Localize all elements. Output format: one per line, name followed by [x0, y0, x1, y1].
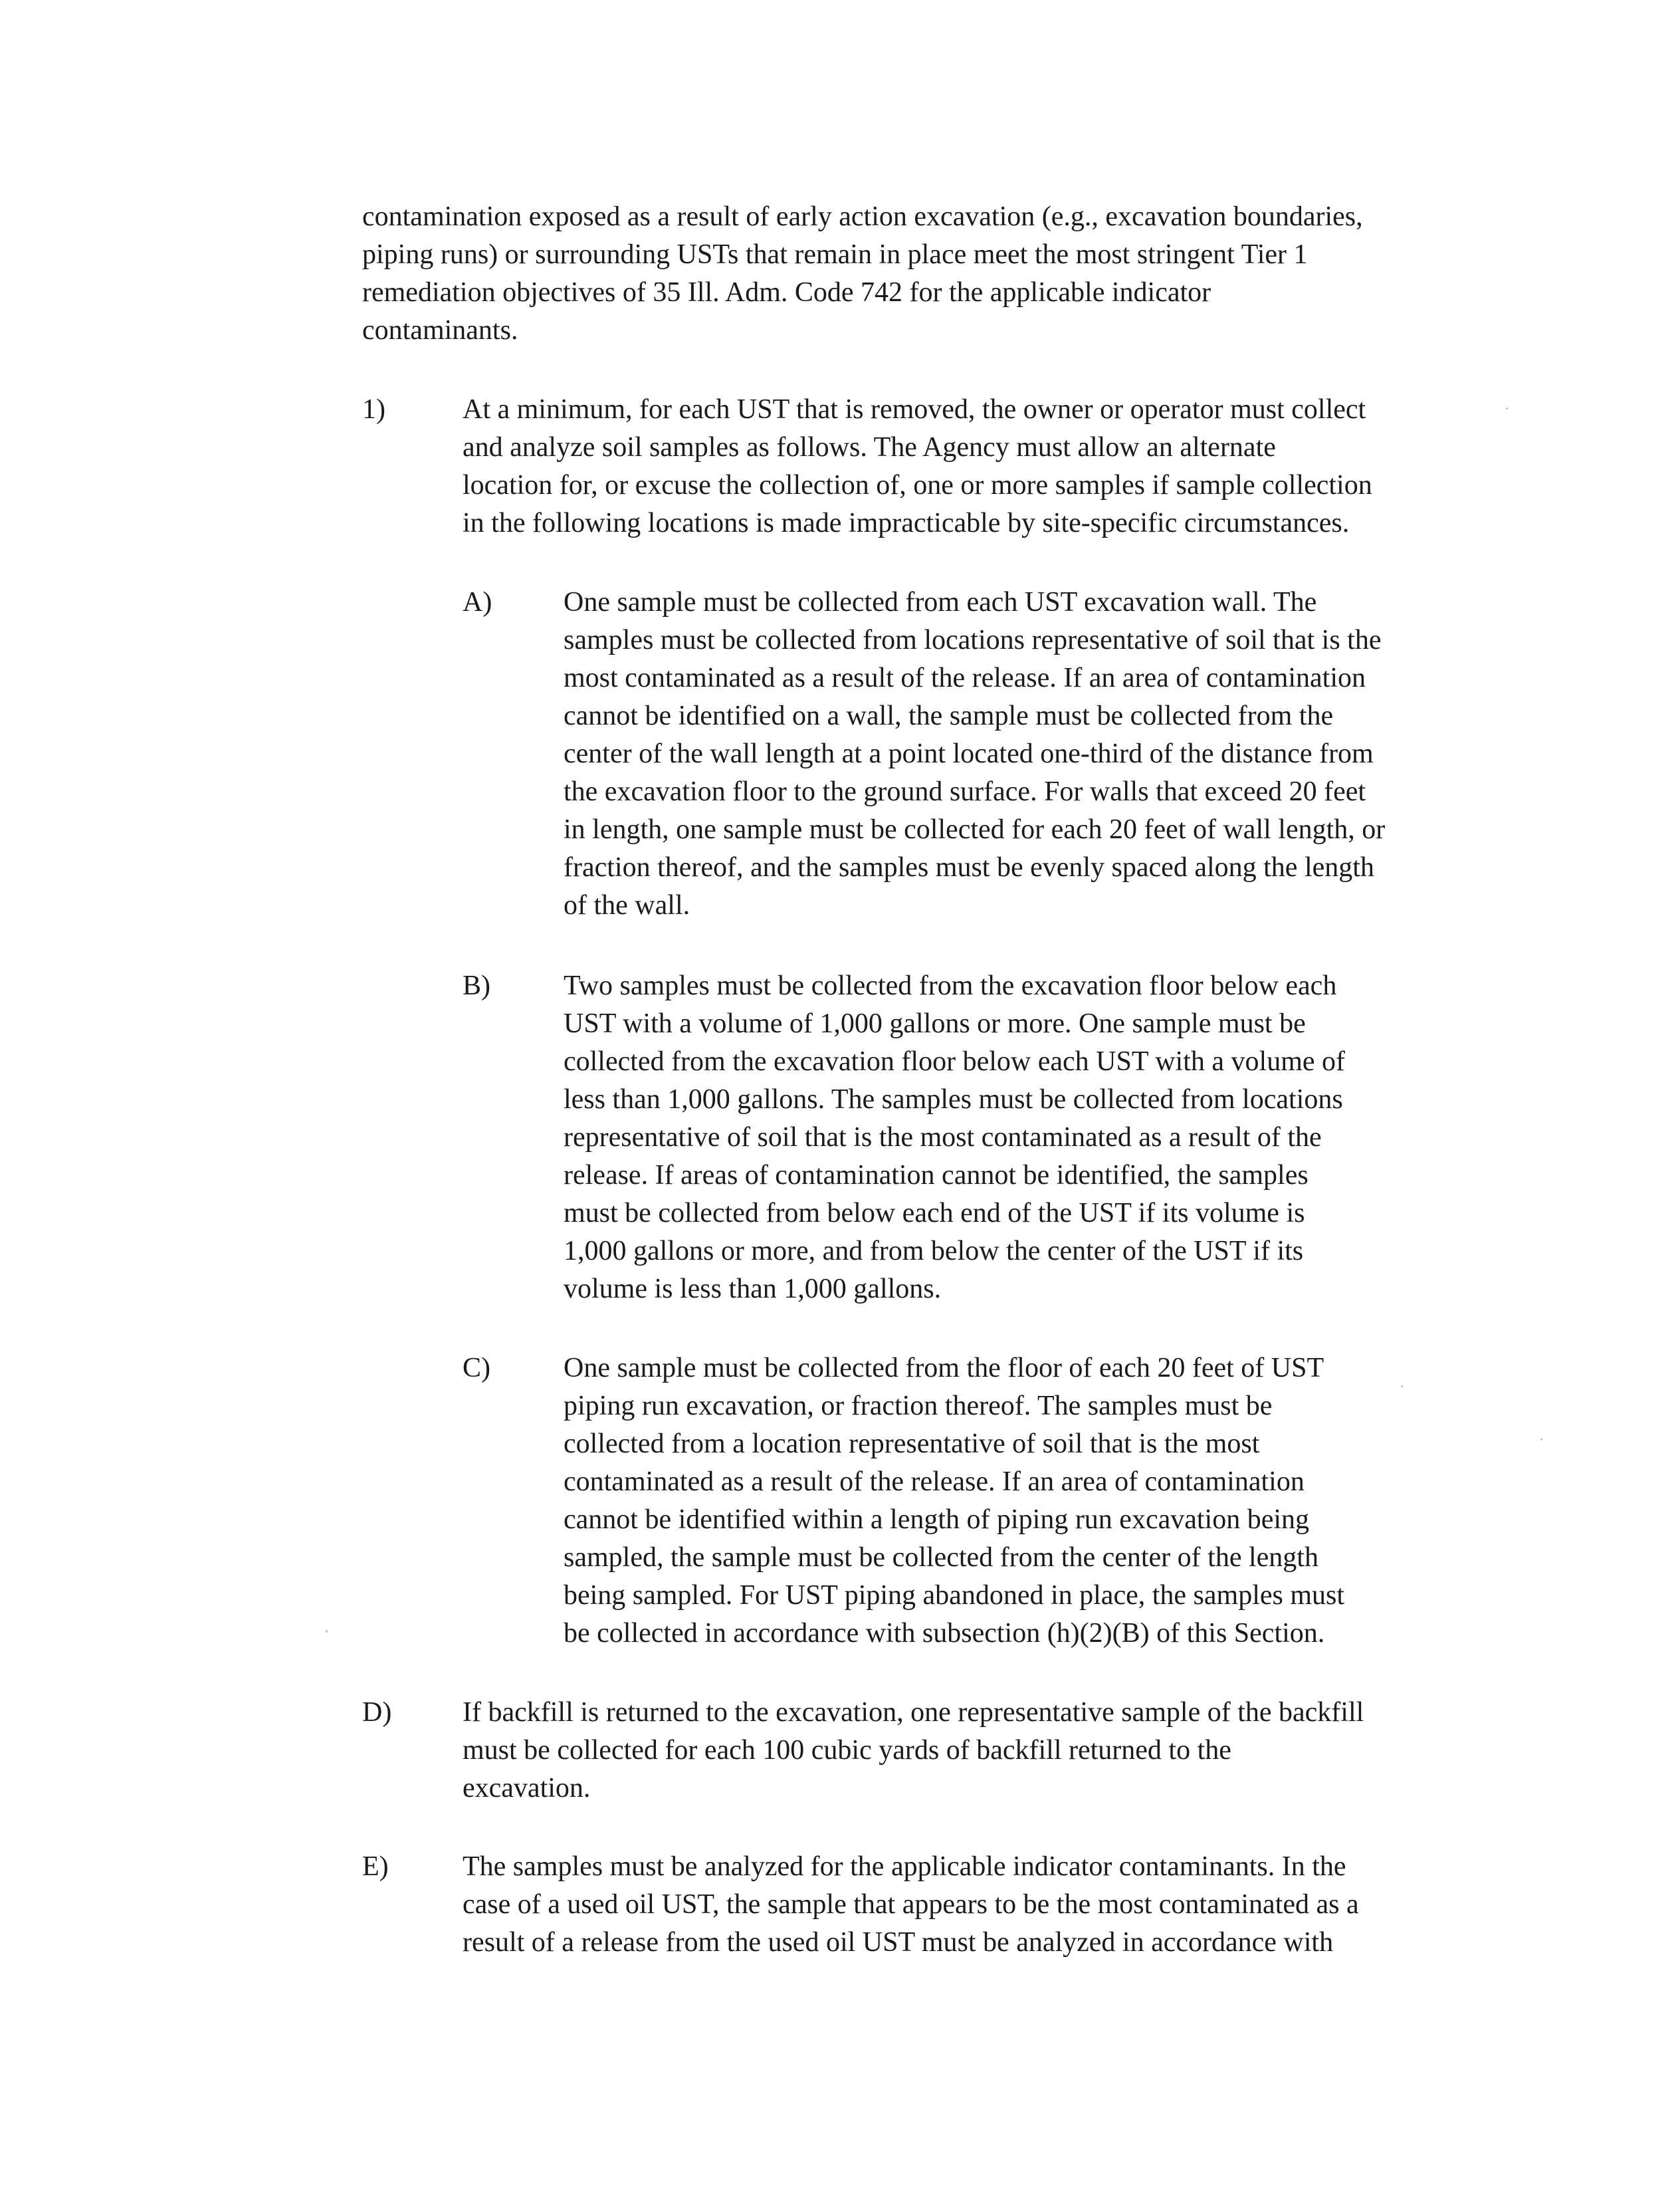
item-e-text: The samples must be analyzed for the applicable indicator contaminants. In the case of a used oil UST, the sample that appears to be the most contaminated as a result of a release from the used oil UST must be analyzed in accordance with [463, 1851, 1359, 1958]
scan-speck [1401, 1385, 1403, 1387]
item-c-label: C) [463, 1353, 490, 1383]
item-a-text: One sample must be collected from each UST excavation wall. The samples must be collected from locations representative of soil that is the most contaminated as a result of the release. If an area of contamination cannot be identified on a wall, the sample must be collected from the center of the wall length at a point located one-third of the distance from the excavation floor to the ground surface. For walls that exceed 20 feet in length, one sample must be collected for each 20 feet of wall length, or fraction thereof, and the samples must be evenly spaced along the length of the wall. [564, 587, 1386, 921]
intro-paragraph: contamination exposed as a result of early action excavation (e.g., excavation boundaries, piping runs) or surrounding USTs that remain in place meet the most stringent Tier 1 remediation objectives of 35 Ill. Adm. Code 742 for the applicable indicator contaminants. [362, 201, 1363, 346]
scan-speck [1540, 1439, 1542, 1441]
scan-speck [1506, 407, 1508, 409]
item-d-label: D) [362, 1697, 392, 1728]
scan-speck [326, 1630, 328, 1633]
item-1-label: 1) [362, 394, 385, 425]
item-e-label: E) [362, 1851, 389, 1882]
item-b-label: B) [463, 971, 490, 1001]
item-d-text: If backfill is returned to the excavation, one representative sample of the backfill must be collected for each 100 cubic yards of backfill returned to the excavation. [463, 1697, 1364, 1803]
item-c-text: One sample must be collected from the floor of each 20 feet of UST piping run excavation, or fraction thereof. The samples must be collected from a location representative of soil that is the most contaminated as a result of the release. If an area of contamination cannot be identified within a length of piping run excavation being sampled, the sample must be collected from the center of the length being sampled. For UST piping abandoned in place, the samples must be collected in accordance with subsection (h)(2)(B) of this Section. [564, 1353, 1345, 1649]
item-a-label: A) [463, 587, 492, 618]
item-1-text: At a minimum, for each UST that is removed, the owner or operator must collect and analyze soil samples as follows. The Agency must allow an alternate location for, or excuse the collection of, one or more samples if sample collection in the following locations is made impracticable by site-specific circumstances. [463, 394, 1372, 538]
item-b-text: Two samples must be collected from the excavation floor below each UST with a volume of 1,000 gallons or more. One sample must be collected from the excavation floor below each UST with a volume of less than 1,000 gallons. The samples must be collected from locations representative of soil that is the most contaminated as a result of the release. If areas of contamination cannot be identified, the samples must be collected from below each end of the UST if its volume is 1,000 gallons or more, and from below the center of the UST if its volume is less than 1,000 gallons. [564, 971, 1345, 1304]
